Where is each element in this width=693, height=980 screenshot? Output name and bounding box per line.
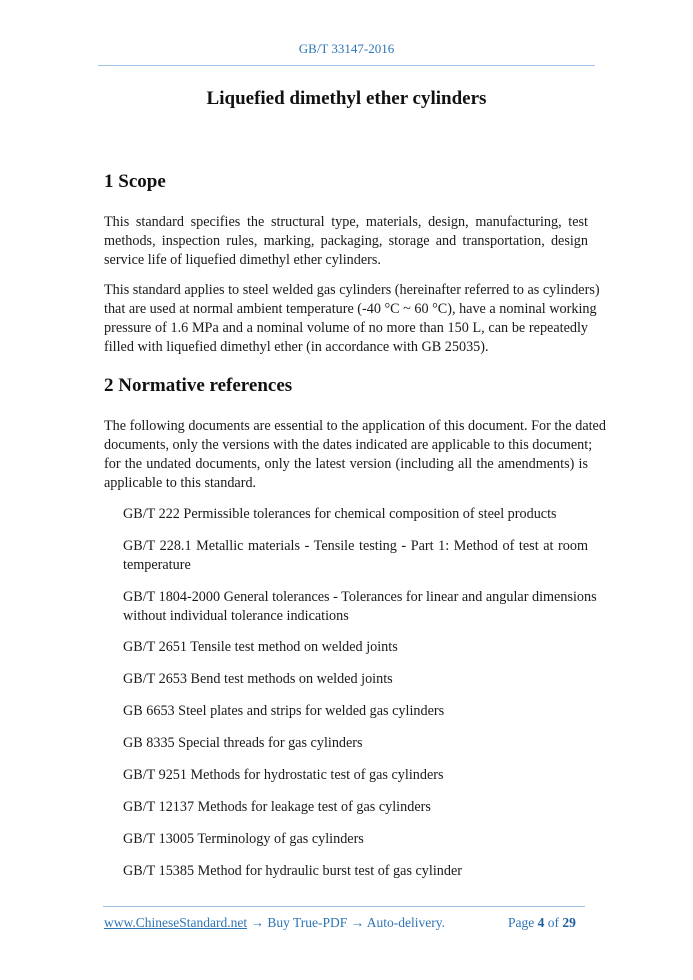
reference-item — [123, 830, 588, 849]
text-line: methods, inspection rules, marking, packaging, storage and transportation, design — [104, 233, 588, 249]
reference-item — [123, 702, 588, 721]
reference-text: GB/T 12137 Methods for leakage test of gas cylinders — [123, 799, 431, 815]
page-current: 4 — [537, 915, 545, 930]
buy-pdf-text: Buy True-PDF — [267, 915, 348, 930]
arrow-right-icon: → — [250, 915, 264, 930]
normative-intro-paragraph — [104, 417, 606, 493]
section-heading-scope: 1 Scope — [104, 171, 166, 192]
text-line: service life of liquefied dimethyl ether cylinders. — [104, 252, 381, 268]
footer-divider — [103, 906, 585, 907]
reference-text: GB/T 222 Permissible tolerances for chemical composition of steel products — [123, 506, 557, 522]
page-label: Page — [508, 915, 535, 930]
reference-item — [123, 670, 588, 689]
reference-text: temperature — [123, 557, 191, 573]
reference-text: GB/T 2651 Tensile test method on welded joints — [123, 639, 398, 655]
header-divider — [98, 65, 595, 66]
document-title: Liquefied dimethyl ether cylinders — [206, 88, 487, 109]
footer-promo — [104, 915, 445, 931]
scope-paragraph-2 — [104, 281, 600, 357]
text-line: that are used at normal ambient temperature (-40 °C ~ 60 °C), have a nominal working — [104, 301, 597, 317]
reference-text: without individual tolerance indications — [123, 608, 349, 624]
reference-text: GB/T 228.1 Metallic materials - Tensile testing - Part 1: Method of test at room — [123, 538, 588, 554]
reference-item — [123, 537, 588, 575]
page-of-label: of — [547, 915, 559, 930]
arrow-right-icon: → — [350, 915, 365, 930]
reference-item — [123, 505, 588, 524]
page-total: 29 — [562, 915, 576, 930]
reference-item — [123, 862, 588, 881]
text-line: filled with liquefied dimethyl ether (in accordance with GB 25035). — [104, 339, 489, 355]
header-standard-code: GB/T 33147-2016 — [298, 41, 395, 56]
reference-text: GB/T 15385 Method for hydraulic burst test of gas cylinder — [123, 863, 462, 879]
reference-text: GB/T 13005 Terminology of gas cylinders — [123, 831, 364, 847]
reference-item — [123, 734, 588, 753]
reference-text: GB 6653 Steel plates and strips for welded gas cylinders — [123, 703, 445, 719]
reference-text: GB/T 9251 Methods for hydrostatic test of gas cylinders — [123, 767, 444, 783]
reference-text: GB/T 1804-2000 General tolerances - Tolerances for linear and angular dimensions — [123, 589, 597, 605]
auto-delivery-text: Auto-delivery. — [366, 915, 446, 930]
text-line: The following documents are essential to the application of this document. For the dated — [104, 418, 606, 434]
scope-paragraph-1 — [104, 213, 588, 270]
reference-item — [123, 766, 588, 785]
reference-item — [123, 638, 588, 657]
text-line: for the undated documents, only the latest version (including all the amendments) is — [104, 456, 588, 472]
page-indicator — [508, 915, 576, 931]
reference-text: GB 8335 Special threads for gas cylinders — [123, 735, 363, 751]
text-line: applicable to this standard. — [104, 475, 257, 491]
text-line: pressure of 1.6 MPa and a nominal volume of no more than 150 L, can be repeatedly — [104, 320, 588, 336]
text-line: This standard applies to steel welded gas cylinders (hereinafter referred to as cylinders) — [104, 282, 600, 298]
site-link[interactable]: www.ChineseStandard.net — [104, 915, 248, 930]
section-heading-normative-references: 2 Normative references — [104, 375, 293, 396]
reference-item — [123, 588, 597, 626]
text-line: This standard specifies the structural type, materials, design, manufacturing, test — [104, 214, 588, 230]
text-line: documents, only the versions with the dates indicated are applicable to this document; — [104, 437, 593, 453]
reference-text: GB/T 2653 Bend test methods on welded joints — [123, 671, 393, 687]
reference-item — [123, 798, 588, 817]
